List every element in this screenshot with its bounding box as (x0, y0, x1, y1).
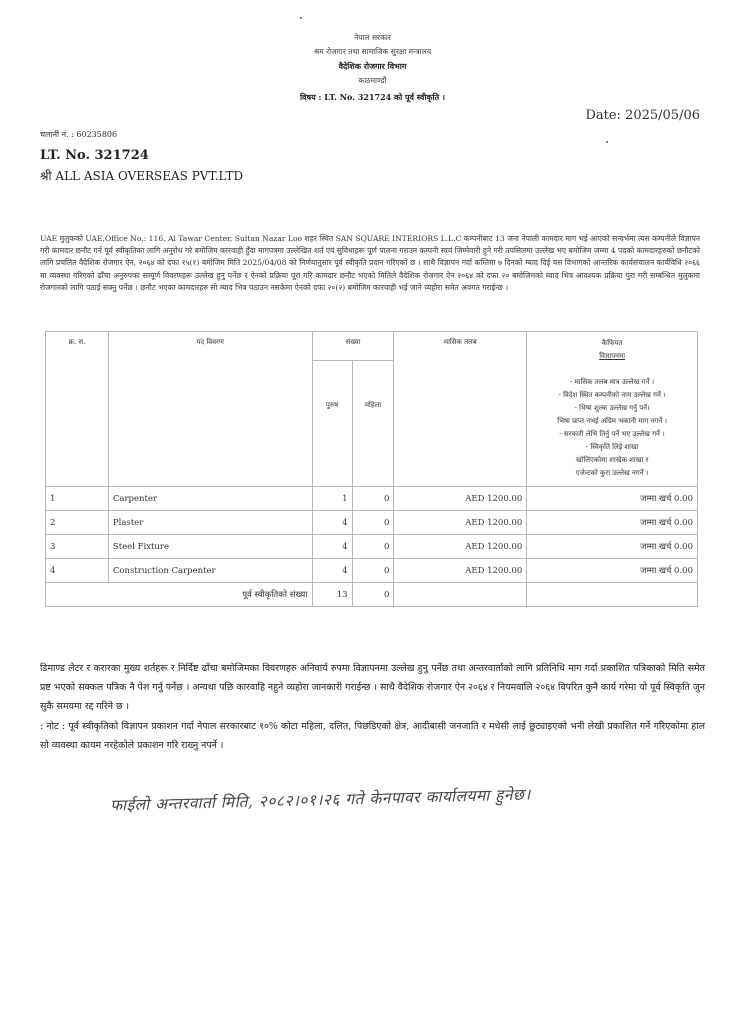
table-total-row (46, 583, 698, 607)
row-sn: 1 (46, 487, 109, 511)
row-male: 4 (312, 535, 352, 559)
row-position: Carpenter (108, 487, 312, 511)
remarks-note: - स्विकृति लिई शाखा (585, 443, 639, 451)
row-position: Construction Carpenter (108, 559, 312, 583)
table-row (46, 487, 698, 511)
remarks-note: एजेन्टको कुरा उल्लेख नगर्ने । (575, 469, 649, 477)
row-remark: जम्मा खर्च 0.00 (527, 511, 698, 535)
row-remark: जम्मा खर्च 0.00 (527, 487, 698, 511)
header-gov: नेपाल सरकार (354, 33, 391, 42)
row-position: Plaster (108, 511, 312, 535)
header-ministry: श्रम रोजगार तथा सामाजिक सुरक्षा मन्त्रालय (313, 47, 432, 56)
row-remark: जम्मा खर्च 0.00 (527, 559, 698, 583)
col-sn-header: क्र. स. (46, 332, 109, 487)
col-position-header: पद विवरण (108, 332, 312, 487)
row-female: 0 (352, 487, 394, 511)
row-female: 0 (352, 511, 394, 535)
addressee-company: श्री ALL ASIA OVERSEAS PVT.LTD (40, 169, 244, 183)
remarks-note: - भिषा शुल्क उल्लेख गर्नु पर्ने। (574, 404, 650, 412)
remarks-note: - विदेश स्थित कम्पनीको नाम उल्लेख गर्ने । (558, 391, 666, 399)
row-salary: AED 1200.00 (394, 511, 527, 535)
total-male: 13 (312, 583, 352, 607)
row-male: 4 (312, 511, 352, 535)
table-row (46, 535, 698, 559)
total-female: 0 (352, 583, 394, 607)
dispatch-number: चलानी नं. : 60235806 (40, 130, 118, 139)
row-sn: 4 (46, 559, 109, 583)
row-sn: 3 (46, 535, 109, 559)
scan-speck (300, 17, 302, 19)
body-paragraph: UAE मुलुकको UAE,Office No.: 116, Al Tawar Center, Sultan Nazar Loo शहर स्थित SAN SQUARE INTERIORS L.L.C कम्पनीबाट 13 जना नेपाली कामदार माग भई आएको सन्दर्भमा त्यस कम्पनीले विज्ञापन गरी कामदार छनौट गर्न पूर्व स्वीकृतिका लागि अनुरोध गरे बमोजिम कारवाही हुँदा मागपत्रमा उल्लेखित शर्त एवं सुविधाहरू पूर्ण पालना गराउन कम्पनी स्वयं जिम्मेवारी हुने गरी तपसिलमा उल्लेख भए बमोजिम जम्मा 4 पदको कामदारहरुको छनौटको लागि प्रचलित वैदेशिक रोजगार ऐन, २०६४ को दफा १५(१) बमोजिम मिति 2025/04/08 को निर्णयानुसार पूर्व स्वीकृति प्रदान गरिएको छ । साथै विज्ञापन गर्दा कम्तिमा ७ दिनको म्याद दिई यस विभागको आन्तरिक कार्यसंचालन कार्यविधि २०६६ मा व्यवस्था गरिएको ढाँचा अनुरुपका सम्पूर्ण विवरणहरू उल्लेख हुनु पर्नेछ र ऐनको प्रक्रिया पूरा गरि कामदार छनौट भएको मितिले वैदेशिक रोजगार ऐन २०६४ को दफा २० बमोजिमको म्याद भित्र आवश्यक प्रक्रिया पुरा गरी सम्बन्धित मुलुकमा रोजगारको लागि पठाई सक्नु पर्नेछ । छनौट भएका कामदारहरु सो म्याद भित्र पठाउन नसकेमा ऐनको दफा २०(२) बमोजिम कारवाही भई जाने व्यहोरा समेत अवगत गराईन्छ । (40, 234, 700, 292)
approval-table (45, 331, 698, 607)
row-salary: AED 1200.00 (394, 559, 527, 583)
total-empty-cell (394, 583, 527, 607)
row-male: 1 (312, 487, 352, 511)
remarks-subtitle: विज्ञापनमा (599, 352, 626, 360)
row-salary: AED 1200.00 (394, 535, 527, 559)
letter-date: Date: 2025/05/06 (585, 108, 700, 123)
scan-speck (606, 141, 608, 143)
row-female: 0 (352, 535, 394, 559)
header-department: वैदेशिक रोजगार विभाग (338, 61, 407, 71)
row-male: 4 (312, 559, 352, 583)
table-header-row (46, 332, 698, 361)
remarks-title: कैफियत (601, 339, 623, 347)
table-row (46, 559, 698, 583)
lt-number: LT. No. 321724 (40, 148, 149, 163)
row-position: Steel Fixture (108, 535, 312, 559)
row-female: 0 (352, 559, 394, 583)
footer-note: : नोट : पूर्व स्वीकृतिको विज्ञापन प्रकाशन गर्दा नेपाल सरकारबाट १०% कोटा महिला, दलित, पिछडिएको क्षेत्र, आदीबासी जनजाति र मधेसी लाई छुट्याइएको भनी लेखी प्रकाशित गर्ने गरिएकोमा हाल सो व्यवस्था कायम नरहेकोले प्रकाशन गरि राख्नु नपर्ने । (40, 721, 705, 751)
table-row (46, 511, 698, 535)
header-city: काठमाण्डौं (358, 76, 387, 85)
remarks-note: - मासिक तलब मात्र उल्लेख गर्ने । (570, 378, 655, 386)
remarks-note: भिषा प्राप्त नभई अग्रिम भकानी माग नगर्ने । (557, 417, 668, 425)
col-female-header: महिला (352, 361, 394, 487)
col-remarks-header (527, 332, 698, 487)
row-sn: 2 (46, 511, 109, 535)
footer-paragraph: डिमाण्ड लेटर र करारका मुख्य शर्तहरू र निर्दिष्ट ढाँचा बमोजिमका विवरणहरु अनिवार्य रुपमा विज्ञापनमा उल्लेख हुनु पर्नेछ तथा अन्तरवार्ताको लागि प्रतिनिधि माग गर्दा प्रकाशित पत्रिकाको मिति समेत प्रष्ट भएको सक्कल पत्रिक नै पेश गर्नु पर्नेछ । अन्यथा पछि कारवाहि नहुने व्यहोरा जानकारी गराईन्छ । साथै वैदेशिक रोजगार ऐन २०६४ र नियमवालि २०६४ विपरित कुनै कार्य गरेमा यो पूर्व स्विकृति जुन सुकै समयमा रद्द गरिने छ । (40, 663, 705, 712)
col-salary-header: मासिक तलब (394, 332, 527, 487)
row-salary: AED 1200.00 (394, 487, 527, 511)
subject-line: विषय : LT. No. 321724 को पूर्व स्वीकृति । (299, 92, 446, 102)
footer-text (40, 659, 705, 755)
row-remark: जम्मा खर्च 0.00 (527, 535, 698, 559)
total-label: पूर्व स्वीकृतिको संख्या (46, 583, 313, 607)
total-empty-cell (527, 583, 698, 607)
handwritten-note: फाईलो अन्तरवार्ता मिति, २०८२।०१।२६ गते केनपावर कार्यालयमा हुनेछ। (109, 785, 531, 815)
remarks-note: खोलिएकोमा शाखेक शाखा र (575, 456, 649, 464)
col-count-header: संख्या (312, 332, 394, 361)
col-male-header: पुरुष (312, 361, 352, 487)
remarks-note: - सरकारी लेभि तिर्नु पर्ने भए उल्लेख गर्ने । (559, 430, 665, 438)
